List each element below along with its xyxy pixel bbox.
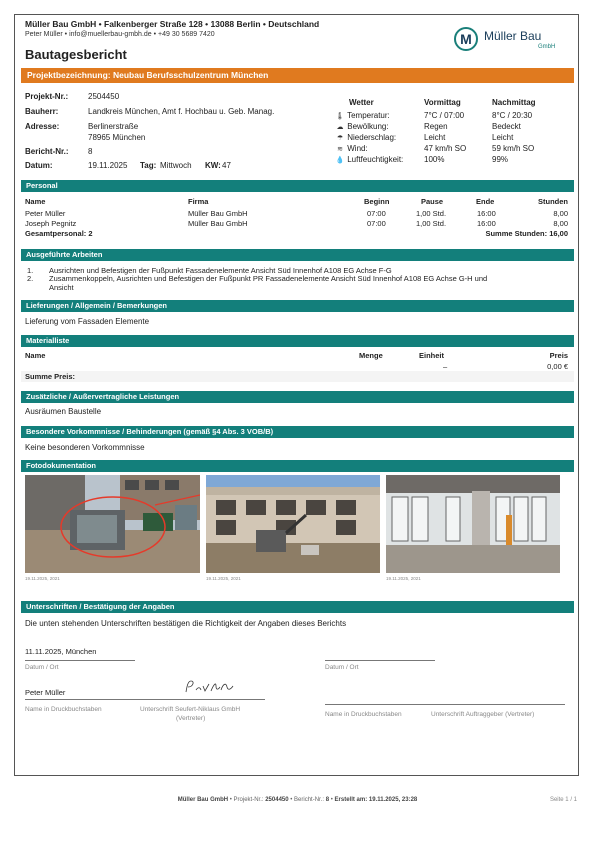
logo-name: Müller Bau — [484, 29, 542, 43]
material-col-einheit: Einheit — [419, 351, 445, 360]
personal-stunden: 8,00 — [553, 219, 568, 228]
material-preis: 0,00 € — [547, 362, 568, 371]
adresse-label: Adresse: — [25, 122, 60, 131]
sig-label-left-2: (Vertreter) — [176, 715, 206, 722]
col-pause: Pause — [421, 197, 444, 206]
datum-label: Datum: — [25, 161, 53, 170]
name-druck-label-right: Name in Druckbuchstaben — [325, 711, 402, 718]
adresse-line-1: Berlinerstraße — [88, 122, 139, 131]
name-line-right — [325, 704, 565, 705]
col-beginn: Beginn — [364, 197, 390, 206]
footer-bericht-label: Bericht-Nr.: — [294, 797, 325, 803]
weather-row-clouds — [335, 122, 389, 131]
contact-line: Peter Müller • info@muellerbau-gmbh.de • +49 30 5689 7420 — [25, 31, 215, 38]
weather-nm: 99% — [492, 155, 509, 164]
material-einheit: – — [443, 362, 448, 371]
gesamtpersonal: Gesamtpersonal: 2 — [25, 229, 93, 238]
nachmittag-header: Nachmittag — [492, 98, 536, 107]
weather-vm: 100% — [424, 155, 445, 164]
footer-company: Müller Bau GmbH — [177, 797, 229, 803]
personal-pause: 1,00 Std. — [416, 209, 447, 218]
vormittag-header: Vormittag — [424, 98, 461, 107]
footer-erstellt: Erstellt am: 19.11.2025, 23:28 — [334, 797, 418, 803]
section-lieferungen: Lieferungen / Allgemein / Bemerkungen — [21, 300, 574, 312]
material-col-menge: Menge — [359, 351, 383, 360]
company-logo — [454, 27, 564, 57]
col-stunden: Stunden — [538, 197, 568, 206]
arbeit-text-cont: Ansicht — [49, 283, 74, 292]
personal-beginn: 07:00 — [367, 209, 386, 218]
section-personal: Personal — [21, 180, 574, 192]
tag-label: Tag: — [140, 161, 157, 170]
photo-caption: 19.11.2025, 2021 — [25, 576, 60, 581]
personal-name: Peter Müller — [25, 209, 66, 218]
project-name: Neubau Berufsschulzentrum München — [112, 70, 269, 80]
footer-bericht-nr: 8 — [325, 797, 330, 803]
weather-vm: Regen — [424, 122, 448, 131]
project-bar — [21, 68, 574, 83]
handwritten-signature — [183, 678, 238, 698]
signature-statement: Die unten stehenden Unterschriften bestätigen die Richtigkeit der Angaben dieses Berichts — [25, 619, 347, 628]
datum-ort-label-right: Datum / Ort — [325, 664, 359, 671]
weather-vm: 7°C / 07:00 — [424, 111, 465, 120]
section-fotodokumentation: Fotodokumentation — [21, 460, 574, 472]
material-col-name: Name — [25, 351, 46, 360]
section-unterschriften: Unterschriften / Bestätigung der Angaben — [21, 601, 574, 613]
weather-label: Temperatur: — [347, 111, 390, 120]
weather-nm: 59 km/h SO — [492, 144, 535, 153]
datum-ort-line-right — [325, 660, 435, 661]
projekt-nr-value: 2504450 — [88, 92, 120, 101]
droplet-icon: 💧 — [335, 157, 345, 164]
adresse-line-2: 78965 München — [88, 133, 146, 142]
report-page — [14, 14, 579, 776]
project-label: Projektbezeichnung: — [27, 70, 111, 80]
kw-value: 47 — [222, 161, 231, 170]
footer-projekt-label: Projekt-Nr.: — [233, 797, 264, 803]
section-materialliste: Materialliste — [21, 335, 574, 347]
logo-m-icon: M — [454, 27, 478, 51]
name-line-left — [25, 699, 265, 700]
summe-preis-row — [21, 371, 574, 382]
weather-row-humidity — [335, 155, 403, 164]
section-zusaetzliche: Zusätzliche / Außervertragliche Leistungen — [21, 391, 574, 403]
weather-vm: 47 km/h SO — [424, 144, 467, 153]
name-druck-value: Peter Müller — [25, 688, 66, 697]
section-vorkommnisse: Besondere Vorkommnisse / Behinderungen (gemäß §4 Abs. 3 VOB/B) — [21, 426, 574, 438]
datum-value: 19.11.2025 — [88, 161, 128, 170]
weather-header: Wetter — [349, 98, 374, 107]
site-photo-1[interactable] — [25, 475, 200, 573]
bericht-nr-label: Bericht-Nr.: — [25, 147, 69, 156]
personal-firma: Müller Bau GmbH — [188, 209, 248, 218]
personal-stunden: 8,00 — [553, 209, 568, 218]
weather-row-wind — [335, 144, 368, 153]
arbeit-num: 2. — [27, 274, 34, 283]
arbeit-text: Zusammenkoppeln, Ausrichten und Befestigen der Fußpunkt PR Fassadenelemente Ansicht Süd Innenhof A108 EG Achse G-H und — [49, 274, 488, 283]
weather-nm: Bedeckt — [492, 122, 521, 131]
vorkommnisse-text: Keine besonderen Vorkommnisse — [25, 443, 145, 452]
zusaetzliche-text: Ausräumen Baustelle — [25, 407, 102, 416]
lieferungen-text: Lieferung vom Fassaden Elemente — [25, 317, 150, 326]
thermometer-icon: 🌡 — [335, 113, 345, 120]
arbeit-text: Ausrichten und Befestigen der Fußpunkt Fassadenelemente Ansicht Süd Innenhof A108 EG Achse F-G — [49, 266, 392, 275]
bauherr-label: Bauherr: — [25, 107, 59, 116]
datum-ort-value: 11.11.2025, München — [25, 647, 97, 656]
site-photo-2[interactable] — [206, 475, 380, 573]
company-address-line: Müller Bau GmbH • Falkenberger Straße 128 • 13088 Berlin • Deutschland — [25, 19, 320, 29]
col-name: Name — [25, 197, 46, 206]
bericht-nr-value: 8 — [88, 147, 93, 156]
weather-label: Bewölkung: — [347, 122, 389, 131]
footer-projekt-nr: 2504450 — [265, 797, 289, 803]
tag-value: Mittwoch — [160, 161, 192, 170]
section-arbeiten: Ausgeführte Arbeiten — [21, 249, 574, 261]
photo-caption: 19.11.2025, 2021 — [386, 576, 421, 581]
arbeit-num: 1. — [27, 266, 34, 275]
personal-beginn: 07:00 — [367, 219, 386, 228]
weather-row-temperature — [335, 111, 390, 120]
personal-pause: 1,00 Std. — [416, 219, 447, 228]
sig-label-left-1: Unterschrift Seufert-Niklaus GmbH — [140, 706, 241, 713]
page-footer: Müller Bau GmbH • Projekt-Nr.: 2504450 • Bericht-Nr.: 8 • Erstellt am: 19.11.2025, 23:28 — [177, 797, 418, 803]
weather-label: Wind: — [347, 144, 368, 153]
cloud-icon: ☁ — [336, 124, 344, 131]
datum-ort-label-left: Datum / Ort — [25, 664, 59, 671]
page-number: Seite 1 / 1 — [549, 797, 577, 803]
datum-ort-line-left — [25, 660, 135, 661]
weather-row-rain — [335, 133, 396, 142]
personal-ende: 16:00 — [477, 219, 496, 228]
document-title: Bautagesbericht — [25, 47, 127, 62]
sig-label-right: Unterschrift Auftraggeber (Vertreter) — [431, 711, 535, 718]
weather-nm: 8°C / 20:30 — [492, 111, 533, 120]
bauherr-value: Landkreis München, Amt f. Hochbau u. Geb. Manag. — [88, 107, 275, 116]
personal-firma: Müller Bau GmbH — [188, 219, 248, 228]
personal-ende: 16:00 — [477, 209, 496, 218]
weather-nm: Leicht — [492, 133, 514, 142]
name-druck-label-left: Name in Druckbuchstaben — [25, 706, 102, 713]
projekt-nr-label: Projekt-Nr.: — [25, 92, 69, 101]
col-ende: Ende — [476, 197, 495, 206]
rain-icon: ☂ — [336, 135, 344, 142]
wind-icon: ≋ — [337, 146, 343, 153]
logo-sub: GmbH — [538, 44, 556, 50]
col-firma: Firma — [188, 197, 209, 206]
site-photo-3[interactable] — [386, 475, 560, 573]
summe-stunden: Summe Stunden: 16,00 — [485, 229, 568, 238]
summe-preis-label: Summe Preis: — [25, 372, 76, 381]
material-col-preis: Preis — [549, 351, 568, 360]
personal-name: Joseph Pegnitz — [25, 219, 77, 228]
kw-label: KW: — [205, 161, 221, 170]
weather-label: Niederschlag: — [347, 133, 397, 142]
weather-vm: Leicht — [424, 133, 446, 142]
weather-label: Luftfeuchtigkeit: — [347, 155, 404, 164]
photo-caption: 19.11.2025, 2021 — [206, 576, 241, 581]
